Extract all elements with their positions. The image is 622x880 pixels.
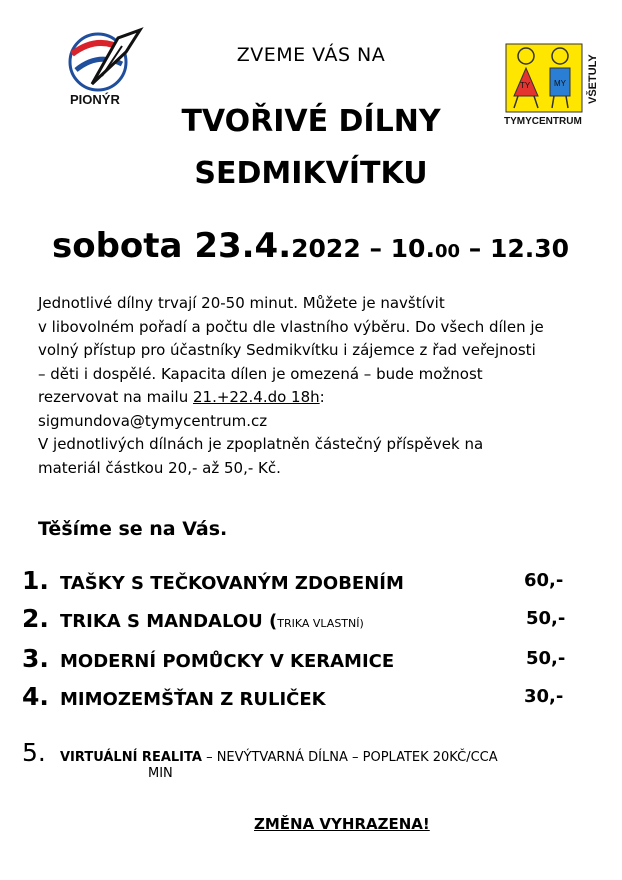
item-number: 2. [22, 604, 49, 633]
svg-text:MY: MY [554, 79, 566, 88]
title-line-1: TVOŘIVÉ DÍLNY [181, 104, 441, 139]
description-line: Jednotlivé dílny trvají 20-50 minut. Můžete je navštívit [38, 294, 445, 312]
workshop-item-4 [22, 682, 564, 711]
time-from-hour: 10. [390, 234, 435, 263]
description-line [38, 386, 598, 410]
item-label: MODERNÍ POMŮCKY V KERAMICE [60, 651, 395, 672]
item-label: VIRTUÁLNÍ REALITA [60, 750, 202, 765]
item-note: TRIKA VLASTNÍ) [277, 617, 364, 630]
svg-text:VŠETULY: VŠETULY [587, 54, 599, 104]
item-number: 3. [22, 644, 49, 673]
description-line: materiál částkou 20,- až 50,- Kč. [38, 458, 281, 477]
svg-text:TY: TY [520, 81, 531, 90]
time-to: 12.30 [489, 234, 570, 263]
item-price: 50,- [526, 648, 566, 669]
workshop-item-1 [22, 566, 564, 595]
item-details-continued: MIN [148, 766, 173, 781]
contact-email: sigmundova@tymycentrum.cz [38, 411, 268, 430]
svg-text:TYMYCENTRUM: TYMYCENTRUM [504, 116, 582, 127]
pionyr-logo [62, 24, 146, 110]
title-line-2: SEDMIKVÍTKU [194, 156, 428, 191]
item-number: 5. [22, 738, 46, 767]
event-date-time [52, 226, 569, 266]
workshop-item-2 [22, 604, 566, 633]
footer-notice: ZMĚNA VYHRAZENA! [254, 815, 430, 833]
workshop-item-5 [22, 738, 498, 767]
date-separator: – [360, 234, 391, 263]
description-line: – děti i dospělé. Kapacita dílen je omezená – bude možnost [38, 364, 483, 383]
item-details: – NEVÝTVARNÁ DÍLNA – POPLATEK 20KČ/CCA [201, 750, 498, 765]
item-label: TRIKA S MANDALOU ( [60, 611, 278, 632]
description-line: V jednotlivých dílnách je zpoplatněn částečný příspěvek na [38, 435, 484, 453]
svg-text:PIONÝR: PIONÝR [70, 92, 120, 107]
description-line: v libovolném pořadí a počtu dle vlastního výběru. Do všech dílen je [38, 317, 544, 336]
item-price: 50,- [526, 608, 566, 629]
event-year: 2022 [291, 234, 361, 263]
greeting: Těšíme se na Vás. [38, 518, 228, 540]
item-number: 4. [22, 682, 49, 711]
item-price: 60,- [524, 570, 564, 591]
description [38, 292, 598, 480]
item-number: 1. [22, 566, 49, 595]
item-price: 30,- [524, 686, 564, 707]
reservation-text: rezervovat na mailu [38, 388, 193, 406]
time-from-minutes: 00 [434, 241, 461, 262]
item-label: TAŠKY S TEČKOVANÝM ZDOBENÍM [60, 573, 404, 594]
workshop-item-3 [22, 644, 566, 673]
reservation-colon: : [319, 388, 325, 406]
description-line: volný přístup pro účastníky Sedmikvítku i zájemce z řad veřejnosti [38, 341, 536, 359]
item-label: MIMOZEMŠŤAN Z RULIČEK [60, 689, 326, 710]
invite-text: ZVEME VÁS NA [236, 44, 386, 66]
reservation-deadline: 21.+22.4.do 18h [193, 388, 320, 406]
time-separator: – [460, 234, 490, 263]
event-day: sobota 23.4. [52, 226, 292, 266]
